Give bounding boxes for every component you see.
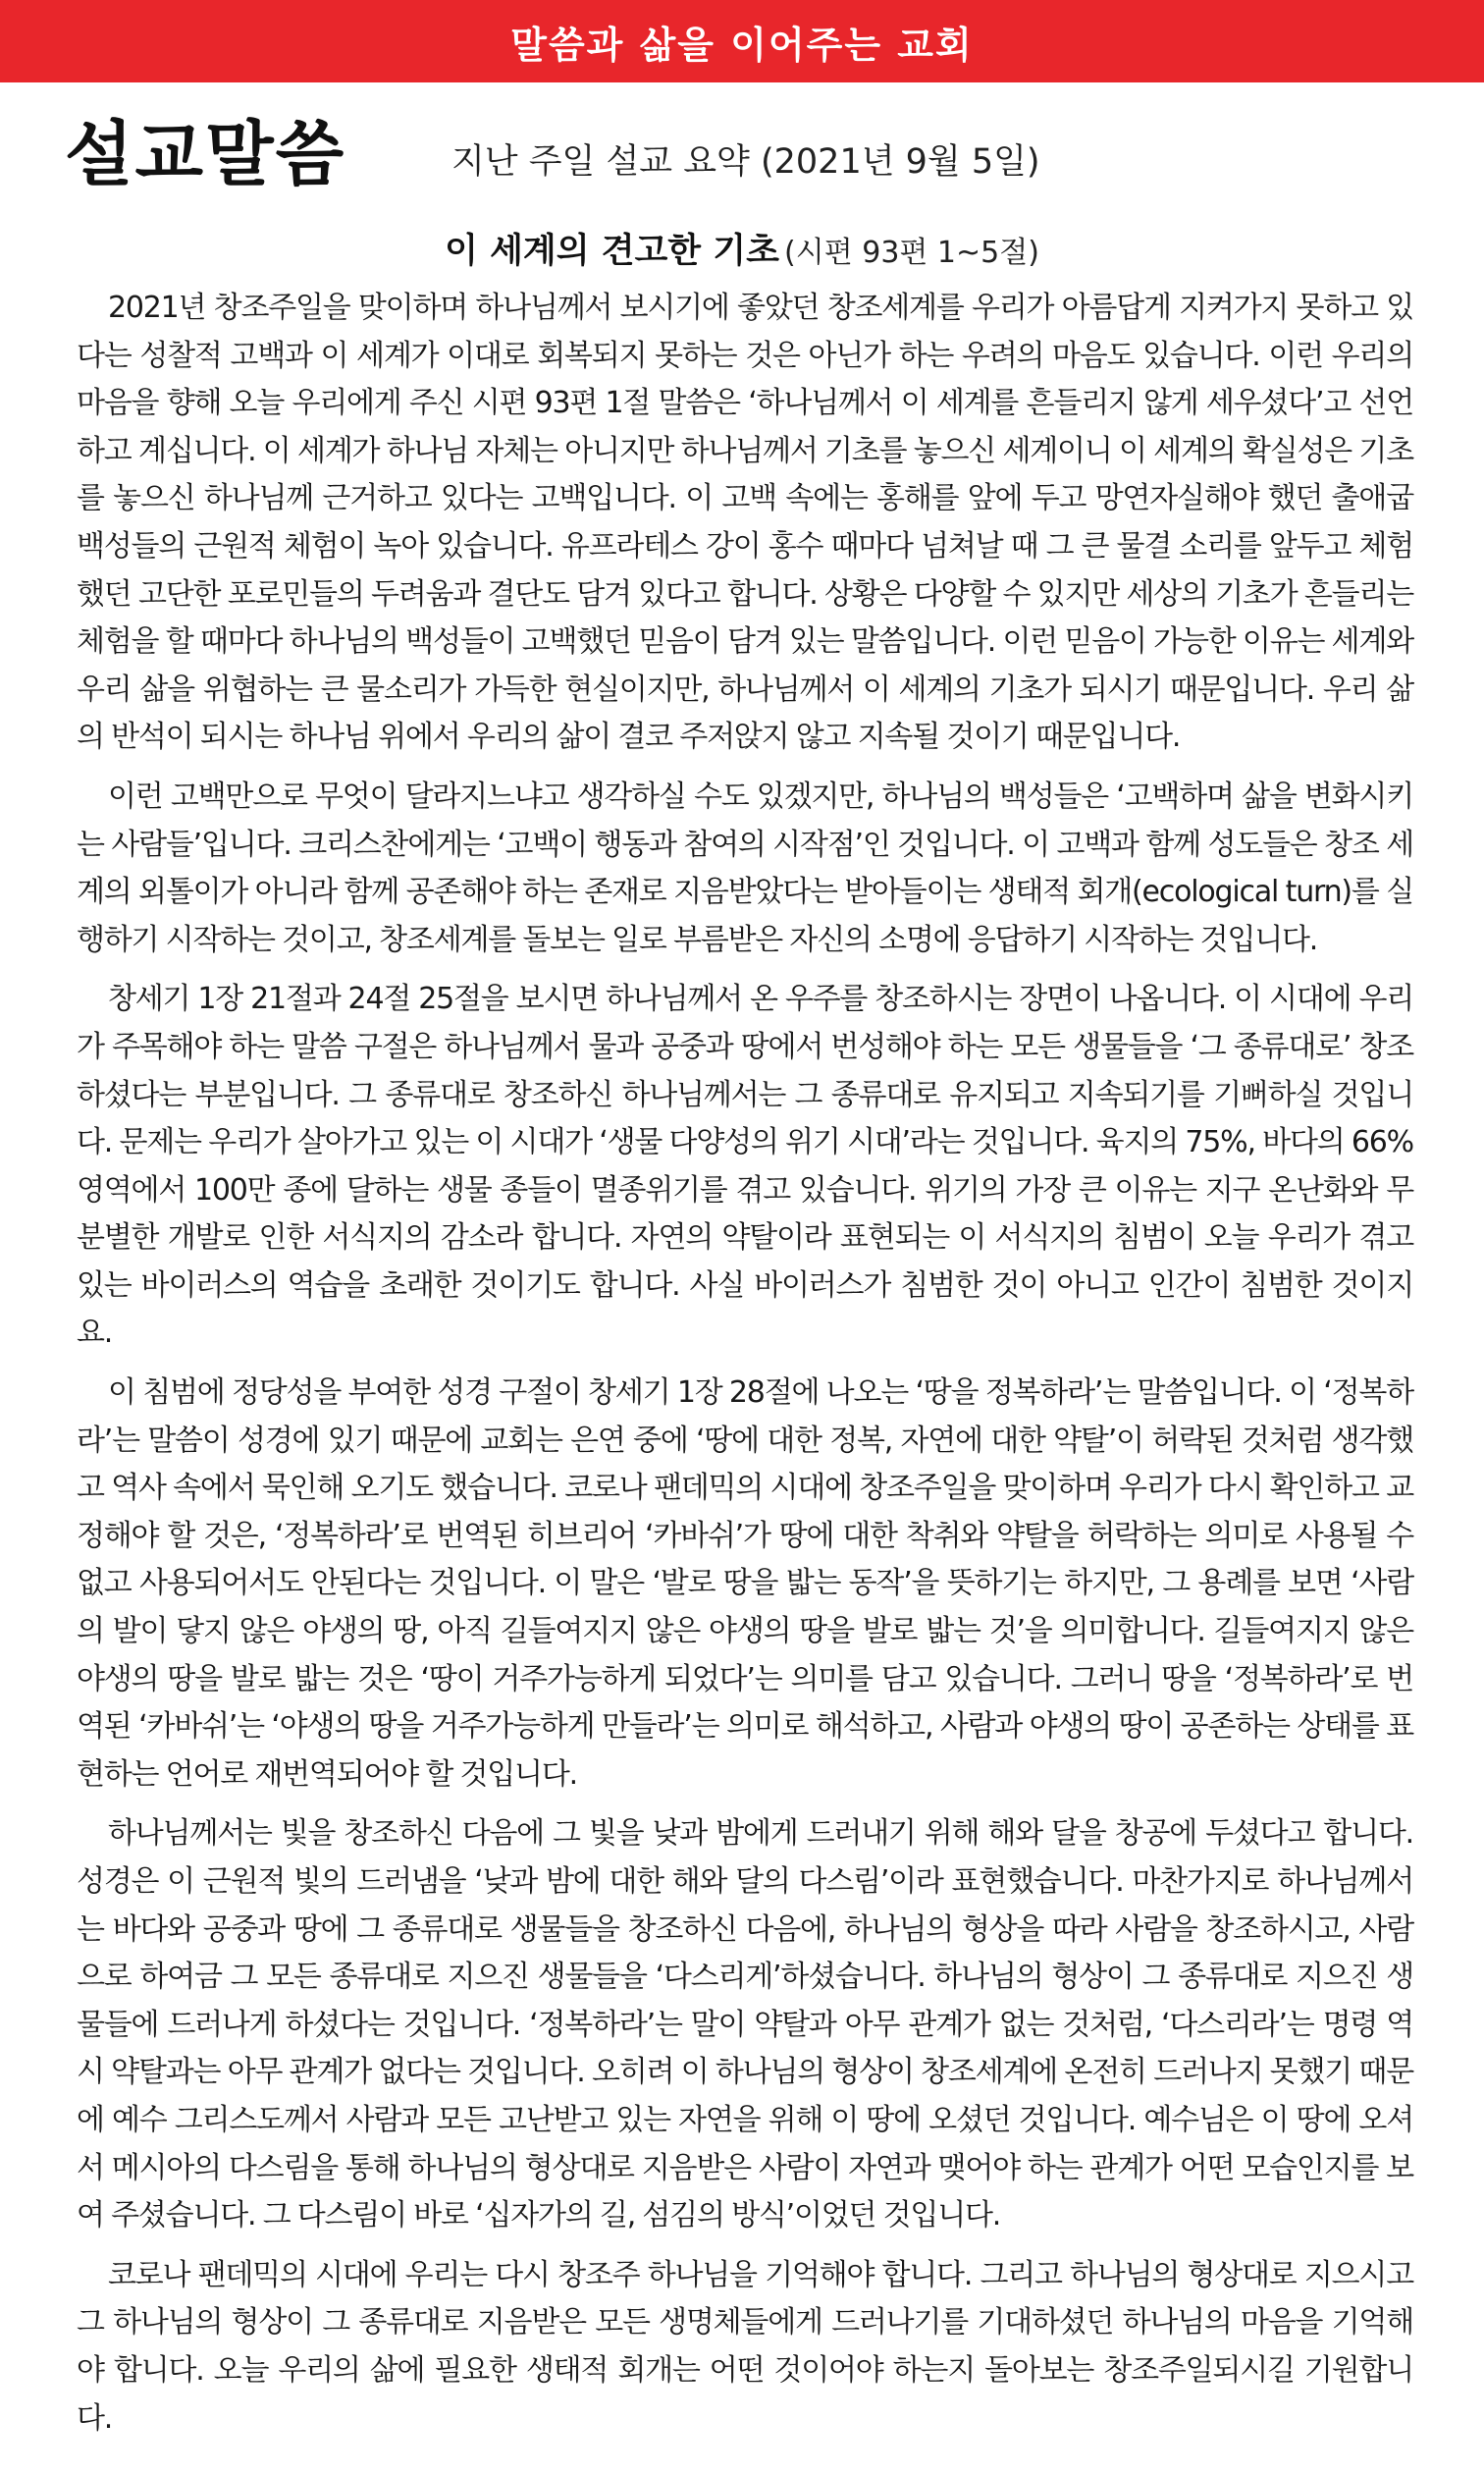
paragraph-5: 하나님께서는 빛을 창조하신 다음에 그 빛을 낮과 밤에게 드러내기 위해 해와 달을 창공에 두셨다고 합니다. 성경은 이 근원적 빛의 드러냄을 ‘낮과 밤에 대한 해와 달의 다스림’이라 표현했습니다. 마찬가지로 하나님께서는 바다와 공중과 땅에 그 종류대로 생물들을 창조하신 다음에, 하나님의 형상을 따라 사람을 창조하시고, 사람으로 하여금 그 모든 종류대로 지으진 생물들을 ‘다스리게’하셨습니다. 하나님의 형상이 그 종류대로 지으진 생물들에 드러나게 하셨다는 것입니다. ‘정복하라’는 말이 약탈과 아무 관계가 없는 것처럼, ‘다스리라’는 명령 역시 약탈과는 아무 관계가 없다는 것입니다. 오히려 이 하나님의 형상이 창조세계에 온전히 드러나지 못했기 때문에 예수 그리스도께서 사람과 모든 고난받고 있는 자연을 위해 이 땅에 오셨던 것입니다. 예수님은 이 땅에 오셔서 메시아의 다스림을 통해 하나님의 형상대로 지음받은 사람이 자연과 맺어야 하는 관계가 어떤 모습인지를 보여 주셨습니다. 그 다스림이 바로 ‘십자가의 길, 섬김의 방식’이었던 것입니다. <box>77 1816 1413 2233</box>
paragraph-4: 이 침범에 정당성을 부여한 성경 구절이 창세기 1장 28절에 나오는 ‘땅을 정복하라’는 말씀입니다. 이 ‘정복하라’는 말씀이 성경에 있기 때문에 교회는 은연 중에 ‘땅에 대한 정복, 자연에 대한 약탈’이 허락된 것처럼 생각했고 역사 속에서 묵인해 오기도 했습니다. 코로나 팬데믹의 시대에 창조주일을 맞이하며 우리가 다시 확인하고 교정해야 할 것은, ‘정복하라’로 번역된 히브리어 ‘카바쉬’가 땅에 대한 착취와 약탈을 허락하는 의미로 사용될 수 없고 사용되어서도 안된다는 것입니다. 이 말은 ‘발로 땅을 밟는 동작’을 뜻하기는 하지만, 그 용례를 보면 ‘사람의 발이 닿지 않은 야생의 땅, 아직 길들여지지 않은 야생의 땅을 발로 밟는 것’을 의미합니다. 길들여지지 않은 야생의 땅을 발로 밟는 것은 ‘땅이 거주가능하게 되었다’는 의미를 담고 있습니다. 그러니 땅을 ‘정복하라’로 번역된 ‘카바쉬’는 ‘야생의 땅을 거주가능하게 만들라’는 의미로 해석하고, 사람과 야생의 땅이 공존하는 상태를 표현하는 언어로 재번역되어야 할 것입니다. <box>77 1375 1413 1792</box>
paragraph-6: 코로나 팬데믹의 시대에 우리는 다시 창조주 하나님을 기억해야 합니다. 그리고 하나님의 형상대로 지으시고 그 하나님의 형상이 그 종류대로 지음받은 모든 생명체들에게 드러나기를 기대하셨던 하나님의 마음을 기억해야 합니다. 오늘 우리의 삶에 필요한 생태적 회개는 어떤 것이어야 하는지 돌아보는 창조주일되시길 기원합니다. <box>77 2257 1413 2436</box>
sermon-title: 이 세계의 견고한 기초 <box>445 232 779 271</box>
church-banner <box>0 0 1484 82</box>
paragraph-1: 2021년 창조주일을 맞이하며 하나님께서 보시기에 좋았던 창조세계를 우리가 아름답게 지켜가지 못하고 있다는 성찰적 고백과 이 세계가 이대로 회복되지 못하는 것은 아닌가 하는 우려의 마음도 있습니다. 이런 우리의 마음을 향해 오늘 우리에게 주신 시편 93편 1절 말씀은 ‘하나님께서 이 세계를 흔들리지 않게 세우셨다’고 선언하고 계십니다. 이 세계가 하나님 자체는 아니지만 하나님께서 기초를 놓으신 세계이니 이 세계의 확실성은 기초를 놓으신 하나님께 근거하고 있다는 고백입니다. 이 고백 속에는 홍해를 앞에 두고 망연자실해야 했던 출애굽 백성들의 근원적 체험이 녹아 있습니다. 유프라테스 강이 홍수 때마다 넘쳐날 때 그 큰 물결 소리를 앞두고 체험했던 고단한 포로민들의 두려움과 결단도 담겨 있다고 합니다. 상황은 다양할 수 있지만 세상의 기초가 흔들리는 체험을 할 때마다 하나님의 백성들이 고백했던 믿음이 담겨 있는 말씀입니다. 이런 믿음이 가능한 이유는 세계와 우리 삶을 위협하는 큰 물소리가 가득한 현실이지만, 하나님께서 이 세계의 기초가 되시기 때문입니다. 우리 삶의 반석이 되시는 하나님 위에서 우리의 삶이 결코 주저앉지 않고 지속될 것이기 때문입니다. <box>77 291 1413 755</box>
banner-text: 말씀과 삶을 이어주는 교회 <box>510 23 974 67</box>
section-title: 설교말씀 <box>65 112 346 195</box>
page-header <box>65 110 1419 198</box>
scripture-reference: (시편 93편 1~5절) <box>784 236 1039 270</box>
sermon-date-subtitle: 지난 주일 설교 요약 (2021년 9월 5일) <box>451 142 1040 182</box>
sermon-title-line <box>0 222 1484 287</box>
sermon-body <box>77 285 1413 2454</box>
paragraph-3: 창세기 1장 21절과 24절 25절을 보시면 하나님께서 온 우주를 창조하시는 장면이 나옵니다. 이 시대에 우리가 주목해야 하는 말씀 구절은 하나님께서 물과 공중과 땅에서 번성해야 하는 모든 생물들을 ‘그 종류대로’ 창조하셨다는 부분입니다. 그 종류대로 창조하신 하나님께서는 그 종류대로 유지되고 지속되기를 기뻐하실 것입니다. 문제는 우리가 살아가고 있는 이 시대가 ‘생물 다양성의 위기 시대’라는 것입니다. 육지의 75%, 바다의 66% 영역에서 100만 종에 달하는 생물 종들이 멸종위기를 겪고 있습니다. 위기의 가장 큰 이유는 지구 온난화와 무분별한 개발로 인한 서식지의 감소라 합니다. 자연의 약탈이라 표현되는 이 서식지의 침범이 오늘 우리가 겪고 있는 바이러스의 역습을 초래한 것이기도 합니다. 사실 바이러스가 침범한 것이 아니고 인간이 침범한 것이지요. <box>77 982 1413 1351</box>
paragraph-2: 이런 고백만으로 무엇이 달라지느냐고 생각하실 수도 있겠지만, 하나님의 백성들은 ‘고백하며 삶을 변화시키는 사람들’입니다. 크리스찬에게는 ‘고백이 행동과 참여의 시작점’인 것입니다. 이 고백과 함께 성도들은 창조 세계의 외톨이가 아니라 함께 공존해야 하는 존재로 지음받았다는 받아들이는 생태적 회개(ecological turn)를 실행하기 시작하는 것이고, 창조세계를 돌보는 일로 부름받은 자신의 소명에 응답하기 시작하는 것입니다. <box>77 779 1413 957</box>
